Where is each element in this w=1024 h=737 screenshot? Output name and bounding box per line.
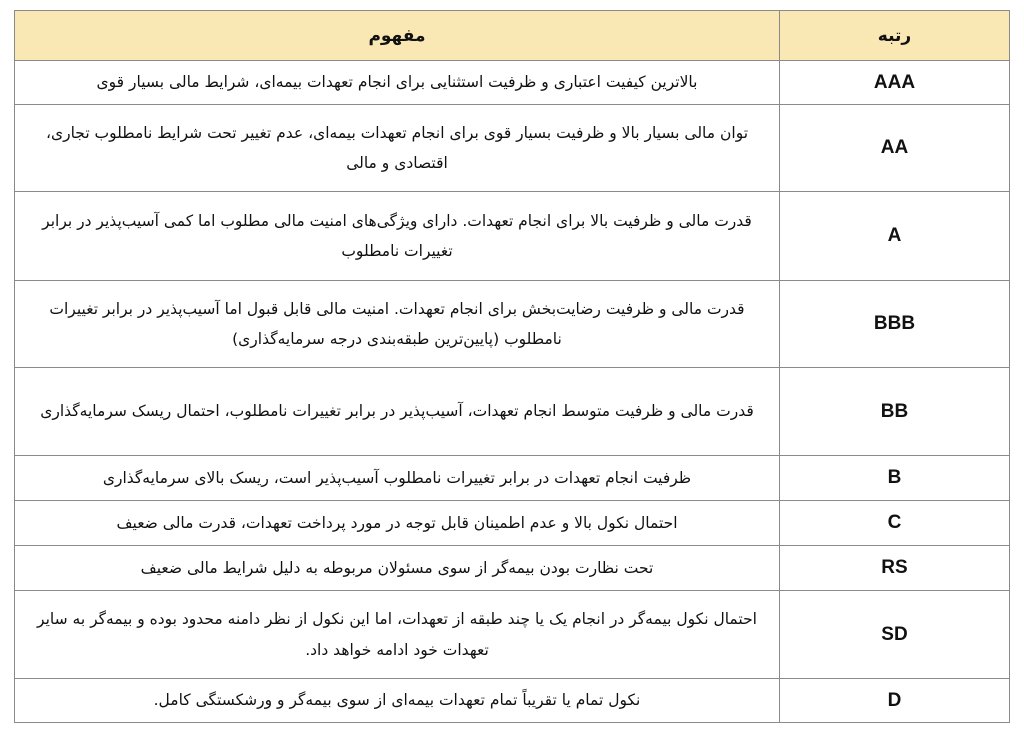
concept-cell: نکول تمام یا تقریباً تمام تعهدات بیمه‌ای از سوی بیمه‌گر و ورشکستگی کامل. (15, 679, 780, 723)
rank-cell: C (780, 501, 1010, 546)
concept-column-header: مفهوم (15, 11, 780, 61)
table-row (15, 591, 1010, 679)
rank-cell: D (780, 679, 1010, 723)
rank-cell: B (780, 456, 1010, 501)
rank-column-header: رتبه (780, 11, 1010, 61)
concept-cell: احتمال نکول بالا و عدم اطمینان قابل توجه در مورد پرداخت تعهدات، قدرت مالی ضعیف (15, 501, 780, 546)
rank-cell: BB (780, 368, 1010, 456)
table-row (15, 501, 1010, 546)
concept-cell: بالاترین کیفیت اعتباری و ظرفیت استثنایی برای انجام تعهدات بیمه‌ای، شرایط مالی بسیار قوی (15, 61, 780, 105)
rank-cell: AA (780, 105, 1010, 192)
table-row (15, 456, 1010, 501)
table-row (15, 61, 1010, 105)
concept-cell: توان مالی بسیار بالا و ظرفیت بسیار قوی برای انجام تعهدات بیمه‌ای، عدم تغییر تحت شرایط نامطلوب تجاری، اقتصادی و مالی (15, 105, 780, 192)
table-header-row (15, 11, 1010, 61)
table-row (15, 105, 1010, 192)
rank-cell: A (780, 192, 1010, 281)
rank-cell: BBB (780, 281, 1010, 368)
table-row (15, 679, 1010, 723)
table-row (15, 546, 1010, 591)
concept-cell: احتمال نکول بیمه‌گر در انجام یک یا چند طبقه از تعهدات، اما این نکول از نظر دامنه محدود بوده و بیمه‌گر به سایر تعهدات خود ادامه خواهد داد. (15, 591, 780, 679)
table-row (15, 192, 1010, 281)
concept-cell: قدرت مالی و ظرفیت رضایت‌بخش برای انجام تعهدات. امنیت مالی قابل قبول اما آسیب‌پذیر در برابر تغییرات نامطلوب (پایین‌ترین طبقه‌بندی درجه سرمایه‌گذاری) (15, 281, 780, 368)
concept-cell: قدرت مالی و ظرفیت متوسط انجام تعهدات، آسیب‌پذیر در برابر تغییرات نامطلوب، احتمال ریسک سرمایه‌گذاری (15, 368, 780, 456)
table-row (15, 281, 1010, 368)
rank-cell: SD (780, 591, 1010, 679)
concept-cell: تحت نظارت بودن بیمه‌گر از سوی مسئولان مربوطه به دلیل شرایط مالی ضعیف (15, 546, 780, 591)
rating-table-container (14, 10, 1010, 723)
concept-cell: ظرفیت انجام تعهدات در برابر تغییرات نامطلوب آسیب‌پذیر است، ریسک بالای سرمایه‌گذاری (15, 456, 780, 501)
rating-table (14, 10, 1010, 723)
table-row (15, 368, 1010, 456)
rank-cell: RS (780, 546, 1010, 591)
rank-cell: AAA (780, 61, 1010, 105)
concept-cell: قدرت مالی و ظرفیت بالا برای انجام تعهدات. دارای ویژگی‌های امنیت مالی مطلوب اما کمی آسیب‌پذیر در برابر تغییرات نامطلوب (15, 192, 780, 281)
